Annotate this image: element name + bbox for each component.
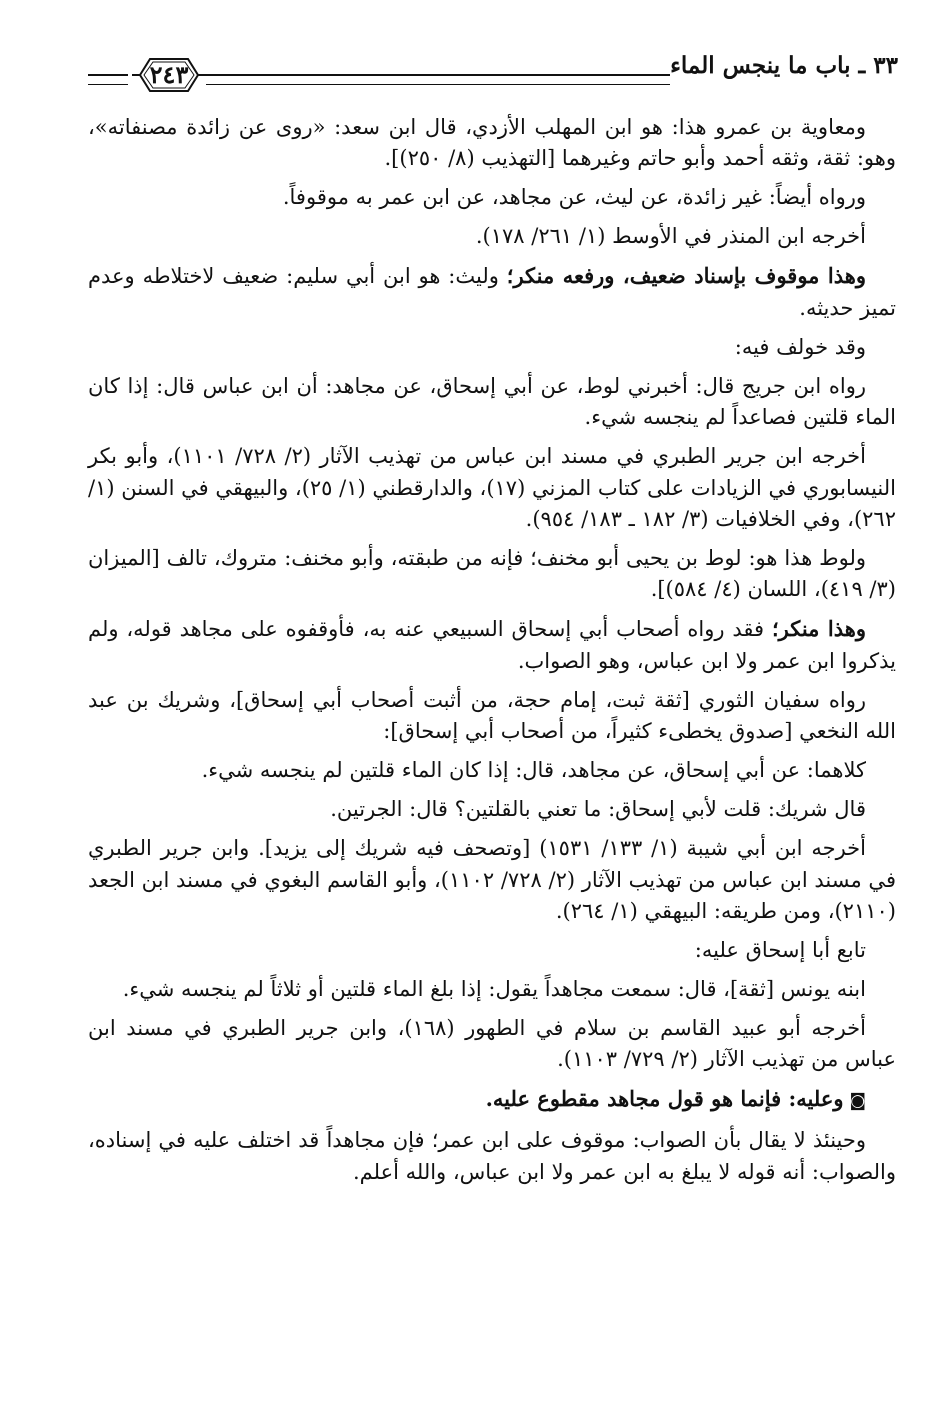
paragraph: [88, 833, 896, 927]
paragraph: [88, 1083, 896, 1117]
paragraph: [88, 685, 896, 748]
paragraph: [88, 112, 896, 175]
bullet-icon: ◙: [849, 1091, 866, 1112]
page-header: [88, 48, 898, 100]
paragraph: [88, 221, 896, 252]
paragraph-text: رواه سفيان الثوري [ثقة ثبت، إمام حجة، من أثبت أصحاب أبي إسحاق]، وشريك بن عبد الله النخعي [صدوق يخطىء كثيراً، من أصحاب أبي إسحاق]:: [88, 687, 896, 744]
bold-lead: وهذا موقوف بإسناد ضعيف، ورفعه منكر؛: [506, 263, 867, 289]
paragraph-text: وقد خولف فيه:: [734, 334, 866, 359]
paragraph-text: ولوط هذا هو: لوط بن يحيى أبو مخنف؛ فإنه من طبقته، وأبو مخنف: متروك، تالف [الميزان (٣/ ٤١٩)، اللسان (٤/ ٥٨٤)].: [88, 546, 896, 602]
paragraph-text: فقد رواه أصحاب أبي إسحاق السبيعي عنه به، فأوقفوه على مجاهد قوله، ولم يذكروا ابن عمر ولا ابن عباس، وهو الصواب.: [88, 617, 896, 673]
paragraph: [88, 182, 896, 213]
chapter-title: ٣٣ ـ باب ما ينجس الماء: [670, 52, 898, 79]
paragraph-text: أخرجه ابن أبي شيبة (١/ ١٣٣/ ١٥٣١) [وتصحف فيه شريك إلى يزيد]. وابن جرير الطبري في مسند ابن عباس من تهذيب الآثار (٢/ ٧٢٨/ ١١٠٢)، وأبو القاسم البغوي في مسند ابن الجعد (٢١١٠)، ومن طريقه: البيهقي (١/ ٢٦٤).: [88, 836, 896, 924]
paragraph-text: ومعاوية بن عمرو هذا: هو ابن المهلب الأزدي، قال ابن سعد: «روى عن زائدة مصنفاته»، وهو: ثقة، وثقه أحمد وأبو حاتم وغيرهما [التهذيب (٨/ ٢٥٠)].: [88, 115, 896, 171]
paragraph: [88, 332, 896, 363]
paragraph: [88, 613, 896, 677]
header-rule-left: [88, 74, 128, 85]
paragraph-text: تابع أبا إسحاق عليه:: [694, 938, 866, 963]
paragraph-text: ابنه يونس [ثقة]، قال: سمعت مجاهداً يقول: إذا بلغ الماء قلتين أو ثلاثاً لم ينجسه شيء.: [122, 977, 866, 1002]
bold-lead: وهذا منكر؛: [771, 616, 866, 642]
paragraph: [88, 543, 896, 606]
paragraph-text: وحينئذ لا يقال بأن الصواب: موقوف على ابن عمر؛ فإن مجاهداً قد اختلف عليه في إسناده، والصواب: أنه قوله لا يبلغ به ابن عمر ولا ابن عباس، والله أعلم.: [88, 1128, 896, 1184]
main-text: [88, 112, 896, 1196]
paragraph: [88, 935, 896, 966]
paragraph: [88, 794, 896, 825]
page-number-badge: [132, 54, 206, 96]
paragraph: [88, 260, 896, 324]
bold-lead: وعليه: فإنما هو قول مجاهد مقطوع عليه.: [485, 1086, 844, 1112]
paragraph: [88, 1125, 896, 1188]
paragraph: [88, 371, 896, 434]
paragraph-text: أخرجه ابن المنذر في الأوسط (١/ ٢٦١/ ١٧٨).: [475, 224, 866, 249]
page-number: ٢٤٣: [149, 60, 189, 89]
paragraph: [88, 974, 896, 1005]
paragraph: [88, 1013, 896, 1076]
paragraph: [88, 755, 896, 786]
paragraph-text: أخرجه أبو عبيد القاسم بن سلام في الطهور (١٦٨)، وابن جرير الطبري في مسند ابن عباس من تهذيب الآثار (٢/ ٧٢٩/ ١١٠٣).: [88, 1016, 896, 1072]
paragraph-text: رواه ابن جريج قال: أخبرني لوط، عن أبي إسحاق، عن مجاهد: أن ابن عباس قال: إذا كان الماء قلتين فصاعداً لم ينجسه شيء.: [88, 373, 896, 430]
paragraph-text: كلاهما: عن أبي إسحاق، عن مجاهد، قال: إذا كان الماء قلتين لم ينجسه شيء.: [201, 758, 866, 783]
paragraph-text: وليث: هو ابن أبي سليم: ضعيف لاختلاطه وعدم تميز حديثه.: [88, 264, 896, 320]
paragraph-text: ورواه أيضاً: غير زائدة، عن ليث، عن مجاهد، عن ابن عمر به موقوفاً.: [282, 185, 866, 210]
header-rule: [206, 74, 670, 85]
paragraph-text: قال شريك: قلت لأبي إسحاق: ما تعني بالقلتين؟ قال: الجرتين.: [330, 797, 866, 822]
paragraph: [88, 441, 896, 535]
paragraph-text: أخرجه ابن جرير الطبري في مسند ابن عباس من تهذيب الآثار (٢/ ٧٢٨/ ١١٠١)، وأبو بكر النيسابوري في الزيادات على كتاب المزني (١٧)، والدارقطني (١/ ٢٥)، والبيهقي في السنن (١/ ٢٦٢)، وفي الخلافيات (٣/ ١٨٢ ـ ١٨٣/ ٩٥٤).: [87, 444, 896, 532]
